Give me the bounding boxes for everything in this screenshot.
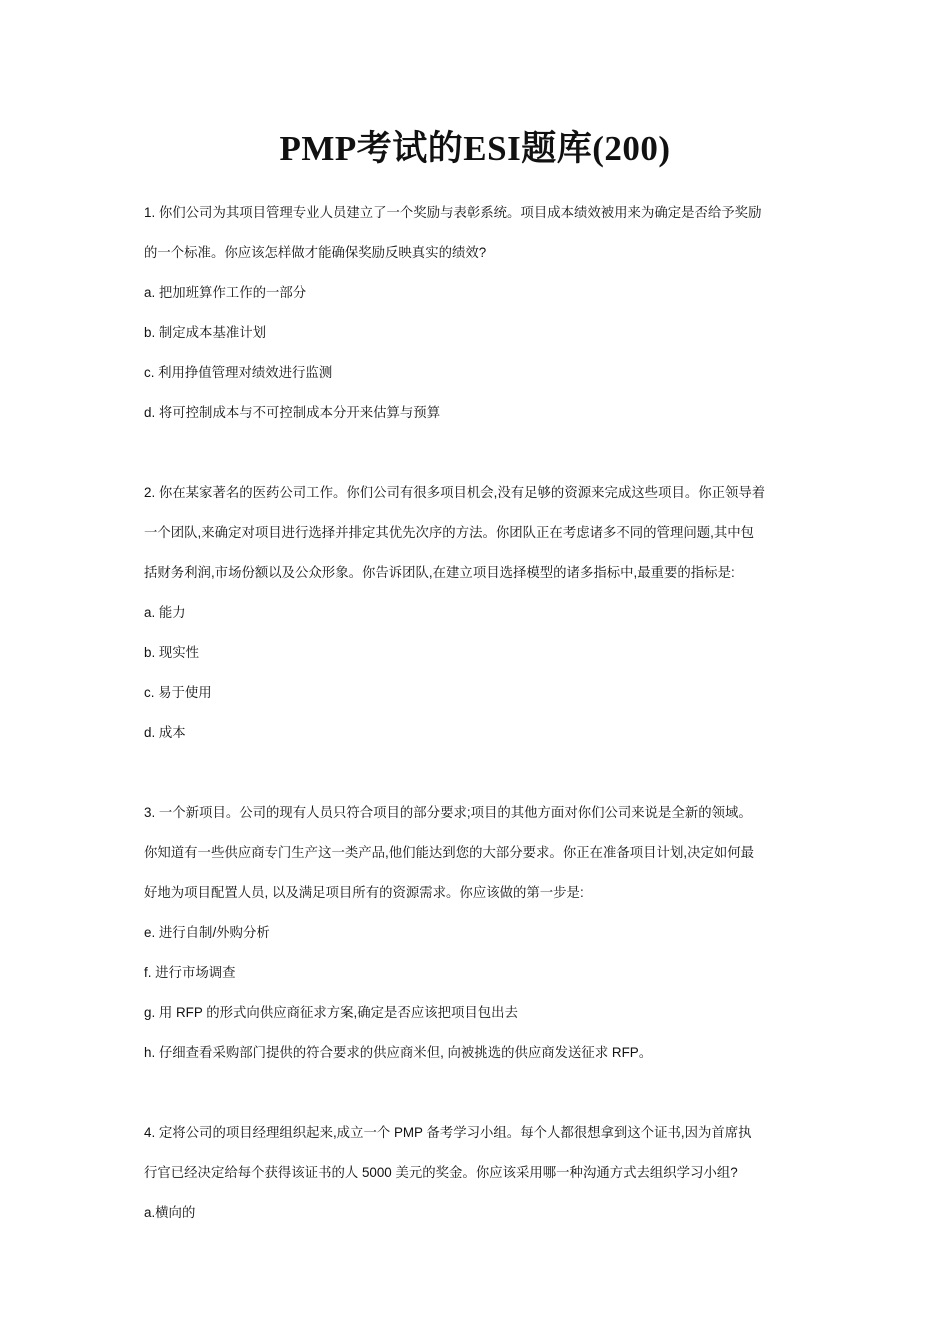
question-spacer — [144, 1076, 812, 1116]
document-body — [144, 196, 812, 1236]
question-3-option-e: e. 进行自制/外购分析 — [144, 925, 270, 940]
question-3-option-h: h. 仔细查看采购部门提供的符合要求的供应商米但, 向被挑选的供应商发送征求 RFP。 — [144, 1045, 653, 1060]
question-2-option-d: d. 成本 — [144, 725, 186, 740]
question-3-text-line-1: 3. 一个新项目。公司的现有人员只符合项目的部分要求;项目的其他方面对你们公司来说是全新的领域。 — [144, 805, 752, 820]
question-2-option-c: c. 易于使用 — [144, 685, 212, 700]
question-2 — [144, 476, 812, 756]
question-2-option-b: b. 现实性 — [144, 645, 200, 660]
question-3-option-g: g. 用 RFP 的形式向供应商征求方案,确定是否应该把项目包出去 — [144, 1005, 518, 1020]
question-1 — [144, 196, 812, 436]
question-3 — [144, 796, 812, 1076]
question-3-option-f: f. 进行市场调查 — [144, 965, 236, 980]
question-4 — [144, 1116, 812, 1236]
question-spacer — [144, 756, 812, 796]
question-2-text-line-1: 2. 你在某家著名的医药公司工作。你们公司有很多项目机会,没有足够的资源来完成这些项目。你正领导着 — [144, 485, 766, 500]
question-1-option-b: b. 制定成本基准计划 — [144, 325, 267, 340]
question-1-text-line-1: 1. 你们公司为其项目管理专业人员建立了一个奖励与表彰系统。项目成本绩效被用来为确定是否给予奖励 — [144, 205, 762, 220]
question-2-text-line-3: 括财务利润,市场份额以及公众形象。你告诉团队,在建立项目选择模型的诸多指标中,最重要的指标是: — [144, 565, 735, 580]
question-3-text-line-3: 好地为项目配置人员, 以及满足项目所有的资源需求。你应该做的第一步是: — [144, 885, 584, 900]
question-2-text-line-2: 一个团队,来确定对项目进行选择并排定其优先次序的方法。你团队正在考虑诸多不同的管理问题,其中包 — [144, 525, 755, 540]
question-1-option-c: c. 利用挣值管理对绩效进行监测 — [144, 365, 333, 380]
question-1-option-a: a. 把加班算作工作的一部分 — [144, 285, 307, 300]
question-4-text-line-2: 行官已经决定给每个获得该证书的人 5000 美元的奖金。你应该采用哪一种沟通方式去组织学习小组? — [144, 1165, 738, 1180]
question-1-option-d: d. 将可控制成本与不可控制成本分开来估算与预算 — [144, 405, 441, 420]
question-3-text-line-2: 你知道有一些供应商专门生产这一类产品,他们能达到您的大部分要求。你正在准备项目计划,决定如何最 — [144, 845, 755, 860]
page-title: PMP考试的ESI题库(200) — [279, 129, 671, 168]
question-1-text-line-2: 的一个标准。你应该怎样做才能确保奖励反映真实的绩效? — [144, 245, 487, 260]
question-spacer — [144, 436, 812, 476]
question-4-text-line-1: 4. 定将公司的项目经理组织起来,成立一个 PMP 备考学习小组。每个人都很想拿到这个证书,因为首席执 — [144, 1125, 752, 1140]
question-4-option-a: a.横向的 — [144, 1205, 196, 1220]
question-2-option-a: a. 能力 — [144, 605, 186, 620]
